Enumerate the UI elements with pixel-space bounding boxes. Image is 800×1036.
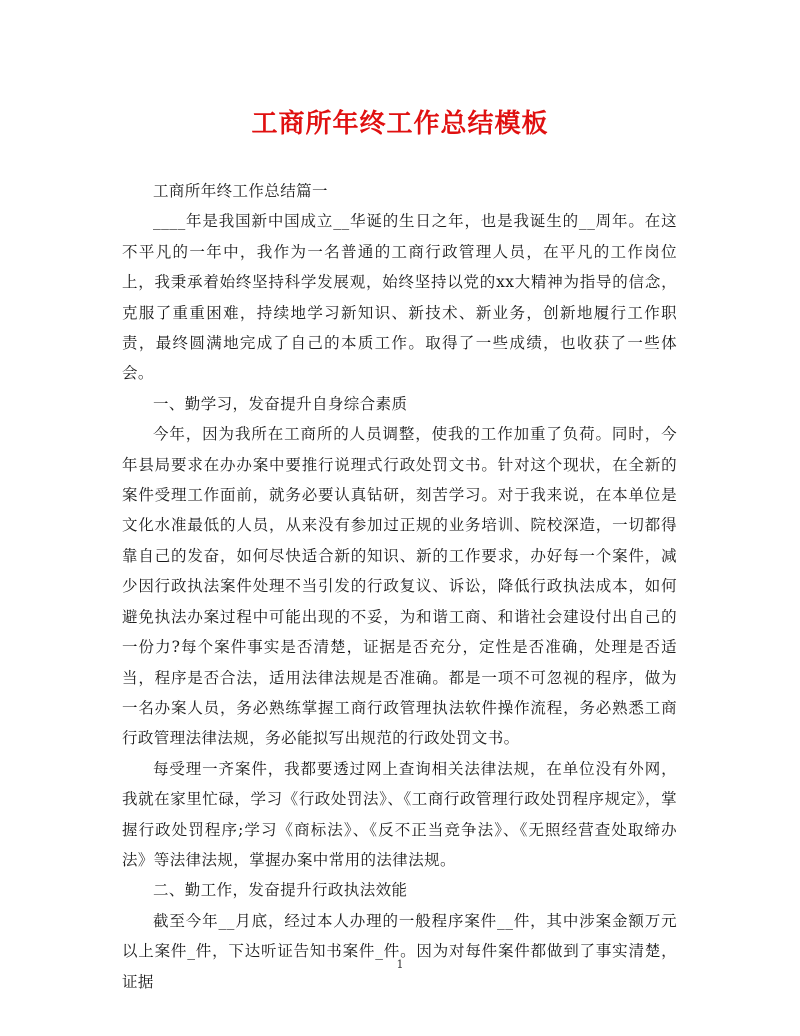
study-paragraph-2: 每受理一齐案件，我都要透过网上查询相关法律法规，在单位没有外网，我就在家里忙碌，学习《行政处罚法》、《工商行政管理行政处罚程序规定》，掌握行政处罚程序;学习《商标法》、《反不正当竞争法》、《无照经营查处取缔办法》等法律法规，掌握办案中常用的法律法规。 [122, 759, 677, 869]
heading-study: 一、勤学习，发奋提升自身综合素质 [153, 394, 408, 413]
work-paragraph-1: 截至今年__月底，经过本人办理的一般程序案件__件，其中涉案金额万元以上案件_件，下达听证告知书案件_件。因为对每件案件都做到了事实清楚，证据 [122, 911, 677, 991]
document-body [122, 176, 677, 997]
page-number: 1 [396, 958, 404, 971]
intro-paragraph: ____年是我国新中国成立__华诞的生日之年，也是我诞生的__周年。在这不平凡的一年中，我作为一名普通的工商行政管理人员，在平凡的工作岗位上，我秉承着始终坚持科学发展观，始终坚持以党的xx大精神为指导的信念，克服了重重困难，持续地学习新知识、新技术、新业务，创新地履行工作职责，最终圆满地完成了自己的本质工作。取得了一些成绩，也收获了一些体会。 [122, 212, 677, 383]
document-title: 工商所年终工作总结模板 [251, 109, 549, 139]
section-label: 工商所年终工作总结篇一 [153, 182, 328, 200]
study-paragraph-1: 今年，因为我所在工商所的人员调整，使我的工作加重了负荷。同时，今年县局要求在办办案中要推行说理式行政处罚文书。针对这个现状，在全新的案件受理工作面前，就务必要认真钻研，刻苦学习。对于我来说，在本单位是文化水准最低的人员，从来没有参加过正规的业务培训、院校深造，一切都得靠自己的发奋，如何尽快适合新的知识、新的工作要求，办好每一个案件，减少因行政执法案件处理不当引发的行政复议、诉讼，降低行政执法成本，如何避免执法办案过程中可能出现的不妥，为和谐工商、和谐社会建设付出自己的一份力?每个案件事实是否清楚，证据是否充分，定性是否准确，处理是否适当，程序是否合法，适用法律法规是否准确。都是一项不可忽视的程序，做为一名办案人员，务必熟练掌握工商行政管理执法软件操作流程，务必熟悉工商行政管理法律法规，务必能拟写出规范的行政处罚文书。 [122, 425, 677, 748]
heading-work: 二、勤工作，发奋提升行政执法效能 [153, 881, 408, 900]
